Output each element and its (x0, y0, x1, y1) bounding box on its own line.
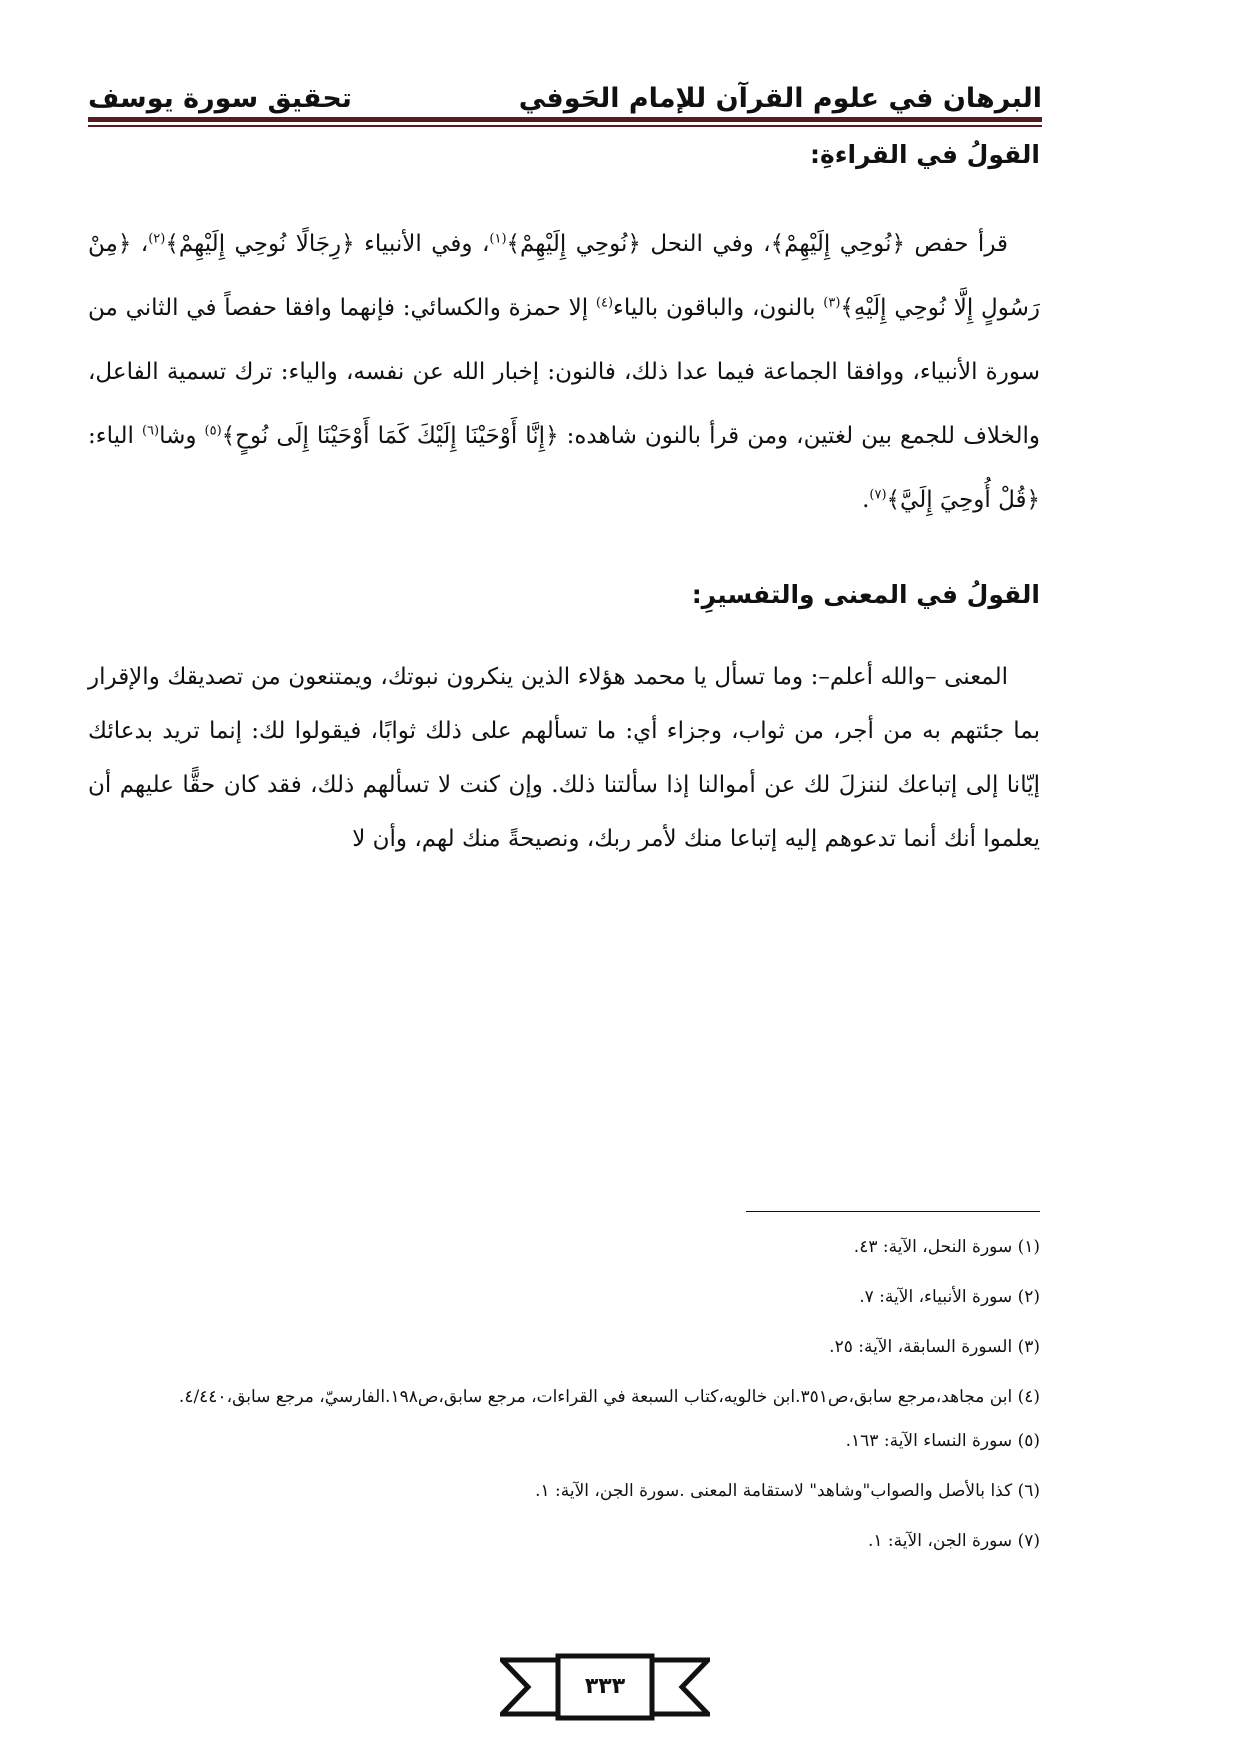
reading-text-7: الياء: ﴿قُلْ أُوحِيَ إِلَيَّ﴾ (88, 423, 1040, 513)
reading-paragraph-block (88, 212, 1040, 532)
footnote-ref-1[interactable]: (١) (489, 231, 507, 247)
footnote-separator (746, 1211, 1040, 1212)
reading-paragraph (88, 212, 1040, 532)
footnote-7: (٧) سورة الجن، الآية: ١. (867, 1531, 1040, 1551)
section-title: تحقيق سورة يوسف (88, 83, 352, 114)
section-heading-reading: القولُ في القراءةِ: (810, 140, 1040, 169)
reading-text-1: قرأ حفص ﴿نُوحِي إِلَيْهِمْ﴾، وفي النحل ﴿نُوحِي إِلَيْهِمْ﴾ (506, 231, 1009, 257)
footnote-ref-2[interactable]: (٢) (148, 231, 166, 247)
page-number: ٣٣٣ (584, 1673, 626, 1699)
footnote-ref-6[interactable]: (٦) (141, 423, 160, 439)
footnote-3: (٣) السورة السابقة، الآية: ٢٥. (829, 1337, 1040, 1357)
footnote-ref-5[interactable]: (٥) (204, 423, 222, 439)
footnote-1: (١) سورة النحل، الآية: ٤٣. (853, 1237, 1040, 1257)
meaning-paragraph-block (88, 650, 1040, 866)
footnote-ref-7[interactable]: (٧) (869, 487, 887, 503)
reading-text-5: إلا حمزة والكسائي: فإنهما وافقا حفصاً في الثاني من سورة الأنبياء، ووافقا الجماعة فيما عدا ذلك، فالنون: إخبار الله عن نفسه، والياء: ترك تسمية الفاعل، والخلاف للجمع بين لغتين، ومن قرأ بالنون شاهده: ﴿إِنَّا أَوْحَيْنَا إِلَيْكَ كَمَا أَوْحَيْنَا إِلَى نُوحٍ﴾ (88, 295, 1040, 449)
reading-text-8: . (862, 487, 870, 513)
footnote-ref-3[interactable]: (٣) (823, 295, 841, 311)
footnotes (88, 1222, 1040, 1566)
meaning-paragraph: المعنى –والله أعلم–: وما تسأل يا محمد هؤلاء الذين ينكرون نبوتك، ويمتنعون من تصديقك والإقرار بما جئتهم به من أجر، من ثواب، وجزاء أي: ما تسألهم على ذلك ثوابًا، فيقولوا لك: إنما تريد بدعائك إيّانا إلى إتباعك لننزلَ لك عن أموالنا إذا سألتنا ذلك. وإن كنت لا تسألهم ذلك، فقد كان حقًّا عليهم أن يعلموا أنك أنما تدعوهم إليه إتباعا منك لأمر ربك، ونصيحةً منك لهم، وأن لا (88, 664, 1040, 852)
footnote-4: (٤) ابن مجاهد،مرجع سابق،ص٣٥١.ابن خالويه،كتاب السبعة في القراءات، مرجع سابق،ص١٩٨.الفارسيّ، مرجع سابق،٤/٤٤٠. (178, 1387, 1040, 1407)
reading-text-2: ، وفي الأنبياء ﴿رِجَالًا نُوحِي إِلَيْهِمْ﴾ (165, 231, 490, 257)
running-header (88, 78, 1042, 114)
reading-text-4: بالنون، والباقون بالياء (613, 295, 824, 321)
page-number-ornament (500, 1652, 710, 1722)
footnote-ref-4[interactable]: (٤) (595, 295, 614, 311)
header-rule-thin (88, 125, 1042, 127)
section-heading-meaning: القولُ في المعنى والتفسيرِ: (691, 580, 1040, 609)
heading-reading (88, 140, 1040, 169)
heading-meaning (88, 580, 1040, 609)
header-rule-thick (88, 117, 1042, 122)
reading-text-3: ، ﴿مِنْ رَسُولٍ إِلَّا نُوحِي إِلَيْهِ﴾ (88, 231, 1040, 321)
book-title: البرهان في علوم القرآن للإمام الحَوفي (518, 83, 1042, 114)
footnote-5: (٥) سورة النساء الآية: ١٦٣. (845, 1431, 1040, 1451)
footnote-2: (٢) سورة الأنبياء، الآية: ٧. (859, 1287, 1040, 1307)
reading-text-6: وشا (159, 423, 205, 449)
footnote-6: (٦) كذا بالأصل والصواب"وشاهد" لاستقامة المعنى .سورة الجن، الآية: ١. (535, 1481, 1040, 1501)
